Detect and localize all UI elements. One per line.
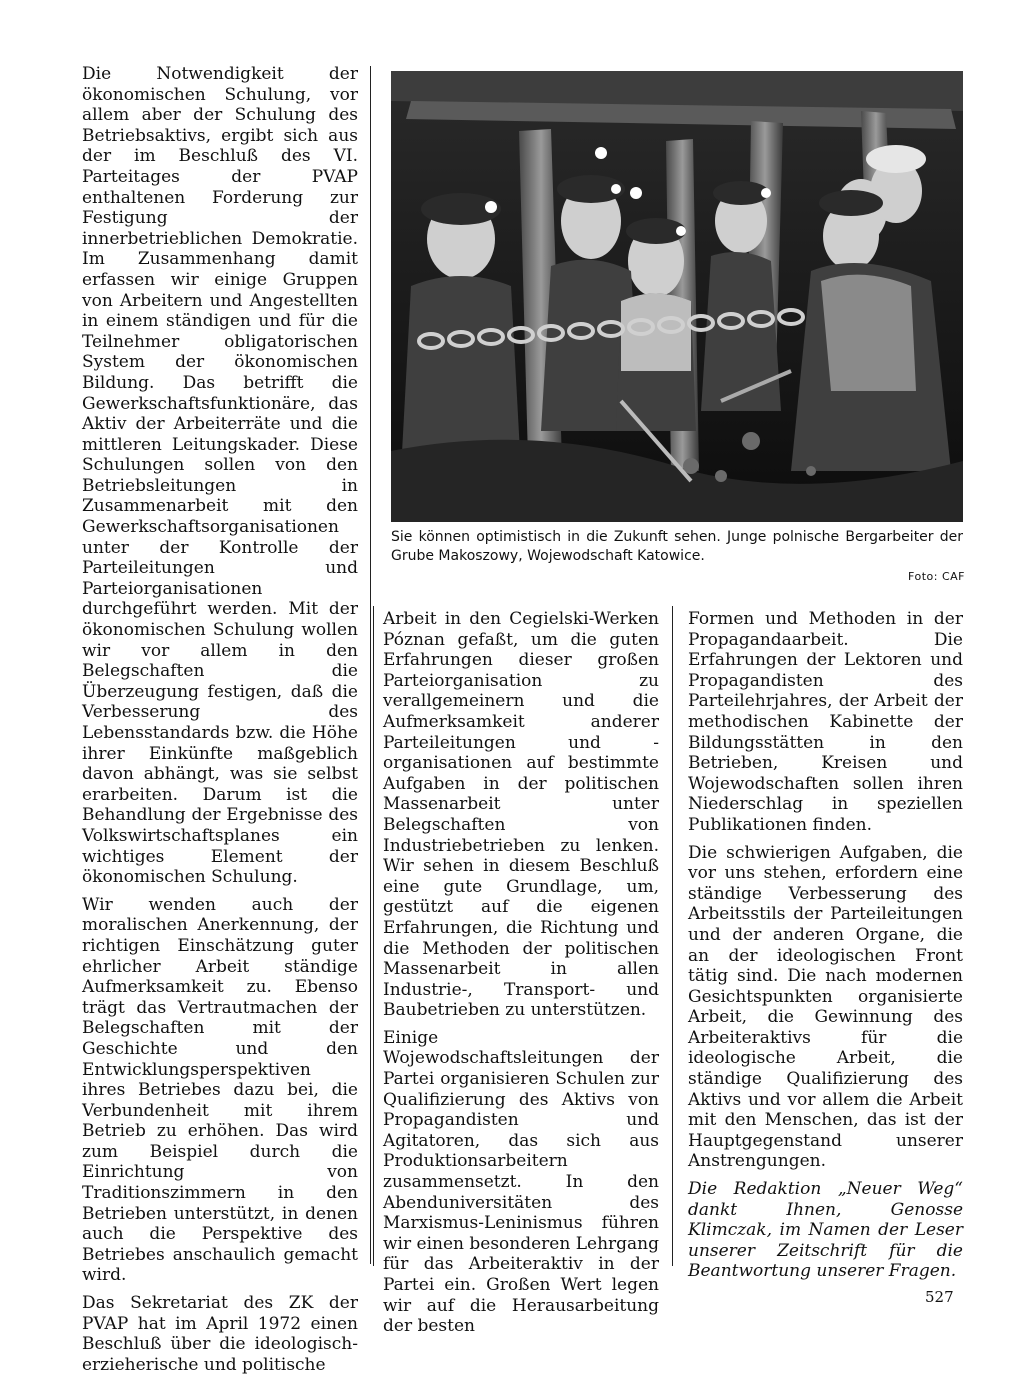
- paragraph: Das Sekretariat des ZK der PVAP hat im April 1972 einen Beschluß über die ideologisch-erzieherische und politische: [82, 1293, 358, 1375]
- article-column-1: [82, 64, 358, 1382]
- miners-photo: [391, 71, 963, 522]
- article-column-2: [383, 609, 659, 1344]
- paragraph: Einige Wojewodschaftsleitungen der Partei organisieren Schulen zur Qualifizierung des Aktivs von Propagandisten und Agitatoren, das sich aus Produktionsarbeitern zusammensetzt. In den Abenduniversitäten des Marxismus-Leninismus führen wir einen besonderen Lehrgang für das Arbeiteraktiv in der Partei ein. Großen Wert legen wir auf die Herausarbeitung der besten: [383, 1027, 659, 1337]
- page-number: 527: [925, 1288, 954, 1306]
- column-divider: [672, 606, 673, 1266]
- paragraph: Die schwierigen Aufgaben, die vor uns stehen, erfordern eine ständige Verbesserung des Arbeitsstils der Parteileitungen und der anderen Organe, die an der ideologischen Front tätig sind. Die nach modernen Gesichtspunkten organisierte Arbeit, die Gewinnung des Arbeiteraktivs für die ideologische Arbeit, die ständige Qualifizierung des Aktivs und vor allem die Arbeit mit den Menschen, das ist der Hauptgegenstand unserer Anstrengungen.: [688, 842, 963, 1172]
- miners-photo-illustration: [391, 71, 963, 522]
- editorial-closing-note: Die Redaktion „Neuer Weg“ dankt Ihnen, Genosse Klimczak, im Namen der Leser unserer Zeitschrift für die Beantwortung unserer Fragen.: [688, 1179, 963, 1282]
- paragraph: Formen und Methoden in der Propagandaarbeit. Die Erfahrungen der Lektoren und Propagandisten des Parteilehrjahres, der Arbeit der methodischen Kabinette der Bildungsstätten in den Betrieben, Kreisen und Wojewodschaften sollen ihren Niederschlag in speziellen Publikationen finden.: [688, 609, 963, 835]
- article-column-3: [688, 609, 963, 1289]
- column-divider: [373, 606, 374, 1266]
- column-divider: [370, 66, 371, 1264]
- paragraph: Arbeit in den Cegielski-Werken Póznan gefaßt, um die guten Erfahrungen dieser großen Parteiorganisation zu verallgemeinern und die Aufmerksamkeit anderer Parteileitungen und -organisationen auf bestimmte Aufgaben in der politischen Massenarbeit unter Belegschaften von Industriebetrieben zu lenken. Wir sehen in diesem Beschluß eine gute Grundlage, um, gestützt auf die eigenen Erfahrungen, die Richtung und die Methoden der politischen Massenarbeit in allen Industrie-, Transport- und Baubetrieben zu unterstützen.: [383, 609, 659, 1021]
- photo-caption: Sie können optimistisch in die Zukunft sehen. Junge polnische Bergarbeiter der Grube Makoszowy, Wojewodschaft Katowice.: [391, 529, 963, 564]
- paragraph: Die Notwendigkeit der ökonomischen Schulung, vor allem aber der Schulung des Betriebsaktivs, ergibt sich aus der im Beschluß des VI. Parteitages der PVAP enthaltenen Forderung zur Festigung der innerbetrieblichen Demokratie. Im Zusammenhang damit erfassen wir einige Gruppen von Arbeitern und Angestellten in einem ständigen und für die Teilnehmer obligatorischen System der ökonomischen Bildung. Das betrifft die Gewerkschaftsfunktionäre, das Aktiv der Arbeiterräte und die mittleren Leitungskader. Diese Schulungen sollen von den Betriebsleitungen in Zusammenarbeit mit den Gewerkschaftsorganisationen unter der Kontrolle der Parteileitungen und Parteiorganisationen durchgeführt werden. Mit der ökonomischen Schulung wollen wir vor allem in den Belegschaften die Überzeugung festigen, daß die Verbesserung des Lebensstandards bzw. die Höhe ihrer Einkünfte maßgeblich davon abhängt, was sie selbst erarbeiten. Darum ist die Behandlung der Ergebnisse des Volkswirtschaftsplanes ein wichtiges Element der ökonomischen Schulung.: [82, 64, 358, 888]
- photo-credit: Foto: CAF: [908, 570, 965, 583]
- paragraph: Wir wenden auch der moralischen Anerkennung, der richtigen Einschätzung guter ehrlicher Arbeit ständige Aufmerksamkeit zu. Ebenso trägt das Vertrautmachen der Belegschaften mit der Geschichte und den Entwicklungsperspektiven ihres Betriebes dazu bei, die Verbundenheit mit ihrem Betrieb zu erhöhen. Das wird zum Beispiel durch die Einrichtung von Traditionszimmern in den Betrieben unterstützt, in denen auch die Perspektive des Betriebes anschaulich gemacht wird.: [82, 894, 358, 1286]
